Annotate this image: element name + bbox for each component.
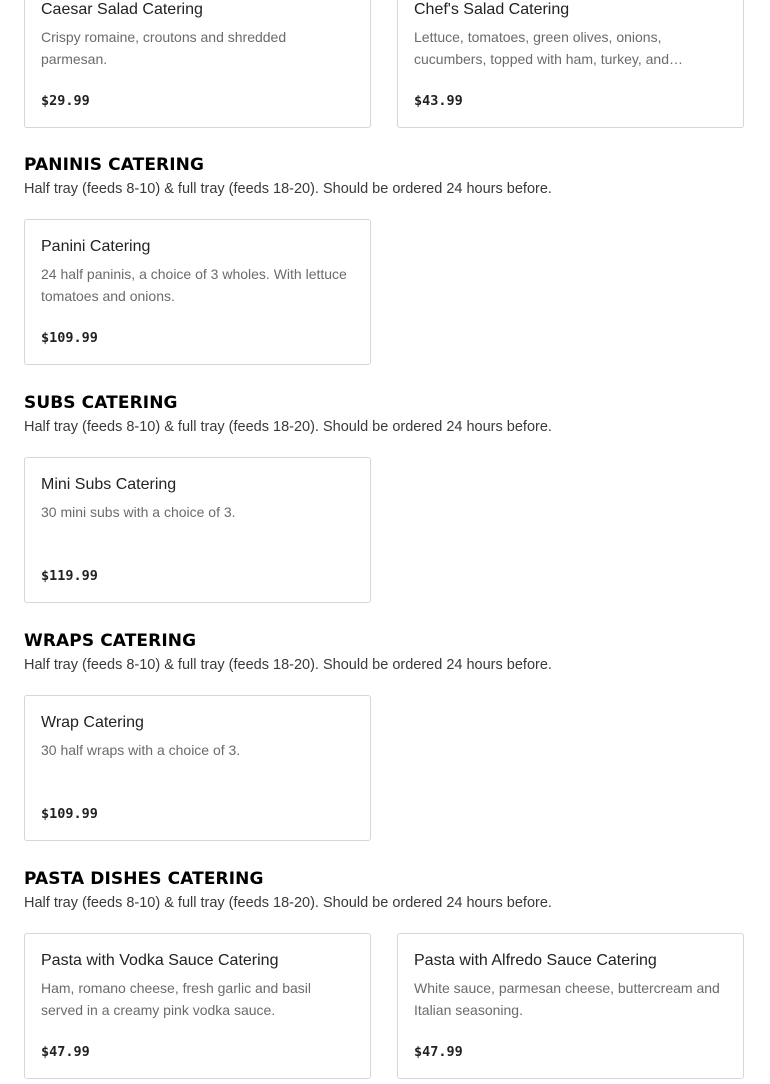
- menu-item-description: White sauce, parmesan cheese, buttercream and Italian seasoning.: [414, 980, 720, 1018]
- menu-item-card[interactable]: [397, 933, 744, 1079]
- menu-item-card[interactable]: [24, 457, 371, 603]
- menu-item-name: Chef's Salad Catering: [414, 1, 570, 18]
- menu-item-name: Pasta with Vodka Sauce Catering: [41, 952, 279, 969]
- menu-section-paninis: [24, 154, 746, 346]
- menu-item-name: Mini Subs Catering: [41, 476, 177, 493]
- menu-item-card[interactable]: [24, 219, 371, 365]
- menu-item-name: Pasta with Alfredo Sauce Catering: [414, 952, 657, 969]
- section-title: SUBS CATERING: [24, 393, 178, 413]
- menu-section-pasta-dishes: [24, 868, 746, 1060]
- menu-item-description: Ham, romano cheese, fresh garlic and basil served in a creamy pink vodka sauce.: [41, 980, 312, 1018]
- section-title: WRAPS CATERING: [24, 631, 197, 651]
- menu-section-subs: [24, 392, 746, 584]
- section-title: PASTA DISHES CATERING: [24, 869, 264, 889]
- menu-item-card[interactable]: [24, 933, 371, 1079]
- section-description: Half tray (feeds 8-10) & full tray (feeds 18-20). Should be ordered 24 hours before.: [24, 895, 552, 911]
- menu-item-description: 24 half paninis, a choice of 3 wholes. With lettuce tomatoes and onions.: [41, 266, 347, 304]
- menu-item-price: $43.99: [414, 93, 463, 109]
- section-description: Half tray (feeds 8-10) & full tray (feeds 18-20). Should be ordered 24 hours before.: [24, 181, 552, 197]
- section-description: Half tray (feeds 8-10) & full tray (feeds 18-20). Should be ordered 24 hours before.: [24, 657, 552, 673]
- menu-item-card[interactable]: [24, 0, 371, 128]
- menu-item-description: 30 half wraps with a choice of 3.: [41, 742, 241, 758]
- menu-item-price: $47.99: [41, 1044, 90, 1060]
- salads-card-grid: [24, 0, 746, 129]
- menu-item-name: Caesar Salad Catering: [41, 1, 203, 18]
- section-description: Half tray (feeds 8-10) & full tray (feeds 18-20). Should be ordered 24 hours before.: [24, 419, 552, 435]
- menu-item-name: Panini Catering: [41, 238, 151, 255]
- section-title: PANINIS CATERING: [24, 155, 205, 175]
- menu-item-card[interactable]: [397, 0, 744, 128]
- menu-item-description: Crispy romaine, croutons and shredded parmesan.: [41, 29, 287, 67]
- menu-item-price: $109.99: [41, 330, 98, 346]
- menu-item-description: 30 mini subs with a choice of 3.: [41, 504, 236, 520]
- menu-section-wraps: [24, 630, 746, 822]
- menu-item-price: $109.99: [41, 806, 98, 822]
- menu-item-price: $29.99: [41, 93, 90, 109]
- menu-item-price: $119.99: [41, 568, 98, 584]
- menu-item-name: Wrap Catering: [41, 714, 144, 731]
- menu-item-description: Lettuce, tomatoes, green olives, onions, cucumbers, topped with ham, turkey, and…: [414, 29, 683, 67]
- menu-item-price: $47.99: [414, 1044, 463, 1060]
- menu-item-card[interactable]: [24, 695, 371, 841]
